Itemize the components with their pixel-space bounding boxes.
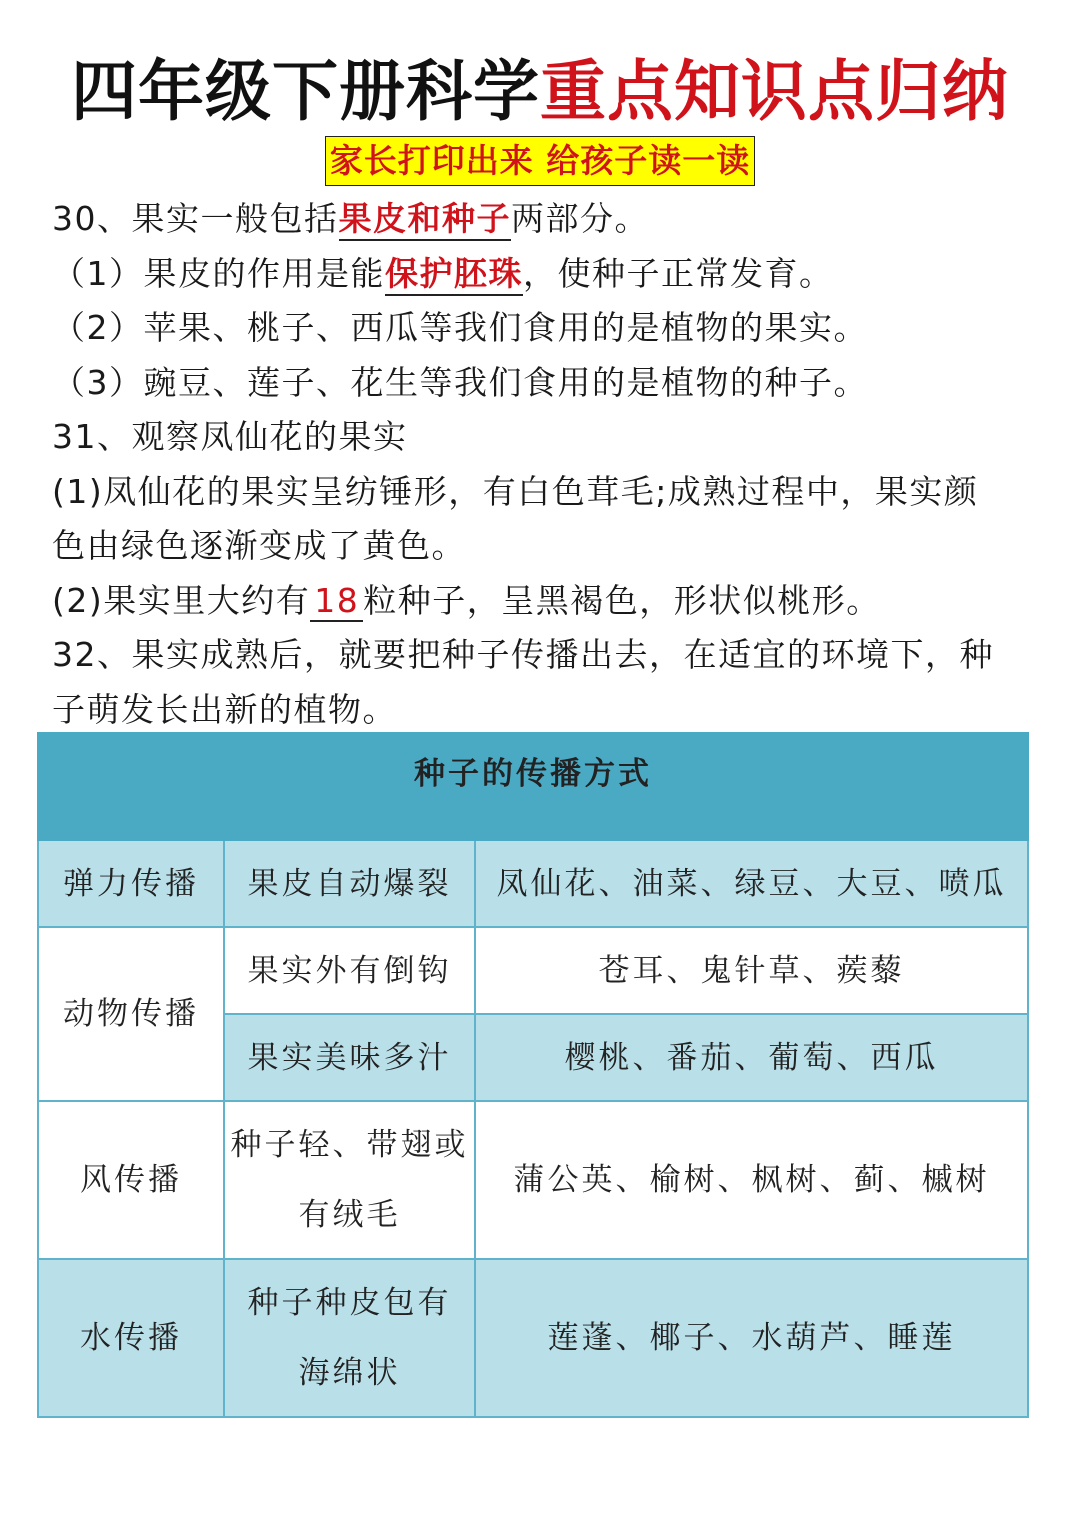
method-cell: 水传播 bbox=[38, 1259, 224, 1417]
table-row-animal-1 bbox=[38, 927, 1028, 1014]
item-30-text: 30、果实一般包括 bbox=[52, 199, 339, 238]
subtitle-wrap bbox=[0, 136, 1080, 186]
table-row-elastic bbox=[38, 840, 1028, 927]
feature-line: 种子种皮包有 bbox=[247, 1285, 452, 1321]
item-31-2 bbox=[52, 574, 1032, 629]
subtitle-banner: 家长打印出来 给孩子读一读 bbox=[325, 136, 756, 186]
item-30 bbox=[52, 192, 1032, 247]
item-31-2-text-end: 粒种子，呈黑褐色，形状似桃形。 bbox=[363, 580, 881, 620]
feature-line: 有绒毛 bbox=[298, 1197, 401, 1233]
item-30-1 bbox=[52, 247, 1032, 302]
page-title bbox=[0, 52, 1080, 132]
item-31-1-line2: 色由绿色逐渐变成了黄色。 bbox=[52, 526, 466, 565]
item-30-3: （3）豌豆、莲子、花生等我们食用的是植物的种子。 bbox=[52, 362, 868, 402]
feature-cell: 果实美味多汁 bbox=[224, 1014, 475, 1101]
examples-cell: 莲蓬、椰子、水葫芦、睡莲 bbox=[475, 1259, 1028, 1417]
examples-cell: 苍耳、鬼针草、蒺藜 bbox=[475, 927, 1028, 1014]
item-30-1-highlight: 保护胚珠 bbox=[385, 254, 523, 296]
item-31-2-text: (2)果实里大约有 bbox=[52, 580, 311, 620]
examples-cell: 凤仙花、油菜、绿豆、大豆、喷瓜 bbox=[475, 840, 1028, 927]
item-30-text-end: 两部分。 bbox=[511, 199, 649, 238]
item-32-line1: 32、果实成熟后，就要把种子传播出去，在适宜的环境下，种 bbox=[52, 635, 994, 674]
item-30-2: （2）苹果、桃子、西瓜等我们食用的是植物的果实。 bbox=[52, 308, 868, 347]
table-row-wind bbox=[38, 1101, 1028, 1259]
method-cell: 弹力传播 bbox=[38, 840, 224, 927]
item-30-1-text-end: ，使种子正常发育。 bbox=[523, 253, 834, 293]
item-31-1-line1: (1)凤仙花的果实呈纺锤形，有白色茸毛;成熟过程中，果实颜 bbox=[52, 471, 979, 511]
seed-dispersal-table bbox=[37, 732, 1029, 1418]
item-30-1-text: （1）果皮的作用是能 bbox=[52, 253, 385, 293]
item-32-line2: 子萌发长出新的植物。 bbox=[52, 689, 397, 729]
title-red-part: 重点知识点归纳 bbox=[540, 53, 1009, 130]
item-31: 31、观察凤仙花的果实 bbox=[52, 417, 408, 456]
title-black-part: 四年级下册科学 bbox=[71, 53, 540, 130]
feature-cell: 果皮自动爆裂 bbox=[224, 840, 475, 927]
seed-count: 18 bbox=[310, 581, 363, 622]
method-cell: 风传播 bbox=[38, 1101, 224, 1259]
examples-cell: 樱桃、番茄、葡萄、西瓜 bbox=[475, 1014, 1028, 1101]
item-30-highlight: 果皮和种子 bbox=[339, 199, 512, 241]
examples-cell: 蒲公英、榆树、枫树、蓟、槭树 bbox=[475, 1101, 1028, 1259]
table-row-water bbox=[38, 1259, 1028, 1417]
notes-body bbox=[52, 192, 1032, 737]
feature-line: 海绵状 bbox=[298, 1355, 401, 1391]
feature-cell bbox=[224, 1259, 475, 1417]
feature-cell: 果实外有倒钩 bbox=[224, 927, 475, 1014]
method-cell: 动物传播 bbox=[38, 927, 224, 1101]
table-header: 种子的传播方式 bbox=[38, 733, 1028, 840]
feature-cell bbox=[224, 1101, 475, 1259]
feature-line: 种子轻、带翅或 bbox=[230, 1127, 469, 1163]
